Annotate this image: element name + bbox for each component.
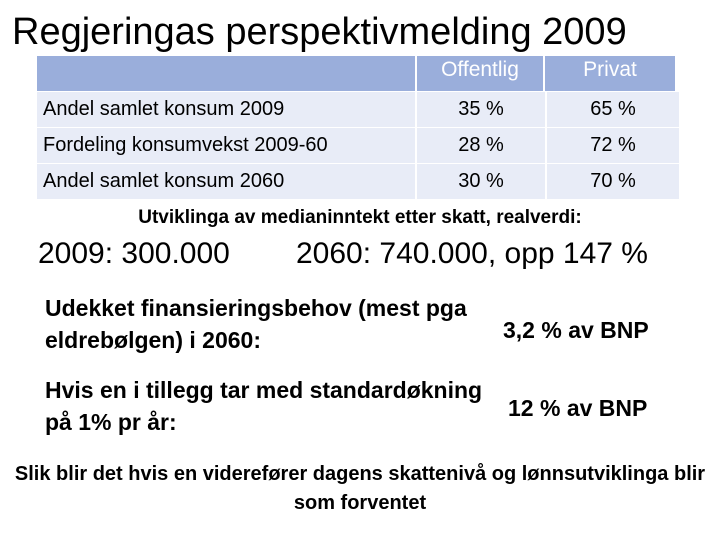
row-label: Andel samlet konsum 2060 — [37, 164, 415, 199]
income-2009: 2009: 300.000 — [38, 237, 230, 270]
income-subtitle: Utviklinga av medianinntekt etter skatt, realverdi: — [138, 207, 582, 228]
table-row — [37, 91, 679, 127]
footer-note: Slik blir det hvis en viderefører dagens skattenivå og lønnsutviklinga blir som forventet — [14, 463, 706, 514]
table-header-privat: Privat — [543, 56, 675, 91]
row-offentlig: 35 % — [415, 92, 545, 127]
row-label: Andel samlet konsum 2009 — [37, 92, 415, 127]
standard-increase-value: 12 % av BNP — [508, 395, 648, 421]
row-offentlig: 28 % — [415, 128, 545, 163]
financing-need-text: Udekket finansieringsbehov (mest pga eldrebølgen) i 2060: — [45, 295, 467, 353]
row-label: Fordeling konsumvekst 2009-60 — [37, 128, 415, 163]
table-header-offentlig: Offentlig — [415, 56, 543, 91]
row-privat: 65 % — [545, 92, 679, 127]
table-header-empty — [37, 56, 415, 91]
row-offentlig: 30 % — [415, 164, 545, 199]
slide-title: Regjeringas perspektivmelding 2009 — [12, 11, 627, 53]
row-privat: 70 % — [545, 164, 679, 199]
table-row — [37, 163, 679, 199]
standard-increase-text: Hvis en i tillegg tar med standardøkning på 1% pr år: — [45, 377, 483, 435]
financing-need-value: 3,2 % av BNP — [503, 317, 649, 343]
table-header-row — [37, 56, 679, 91]
table-row — [37, 127, 679, 163]
income-2060: 2060: 740.000, opp 147 % — [296, 237, 648, 270]
consumption-table — [37, 56, 679, 199]
row-privat: 72 % — [545, 128, 679, 163]
